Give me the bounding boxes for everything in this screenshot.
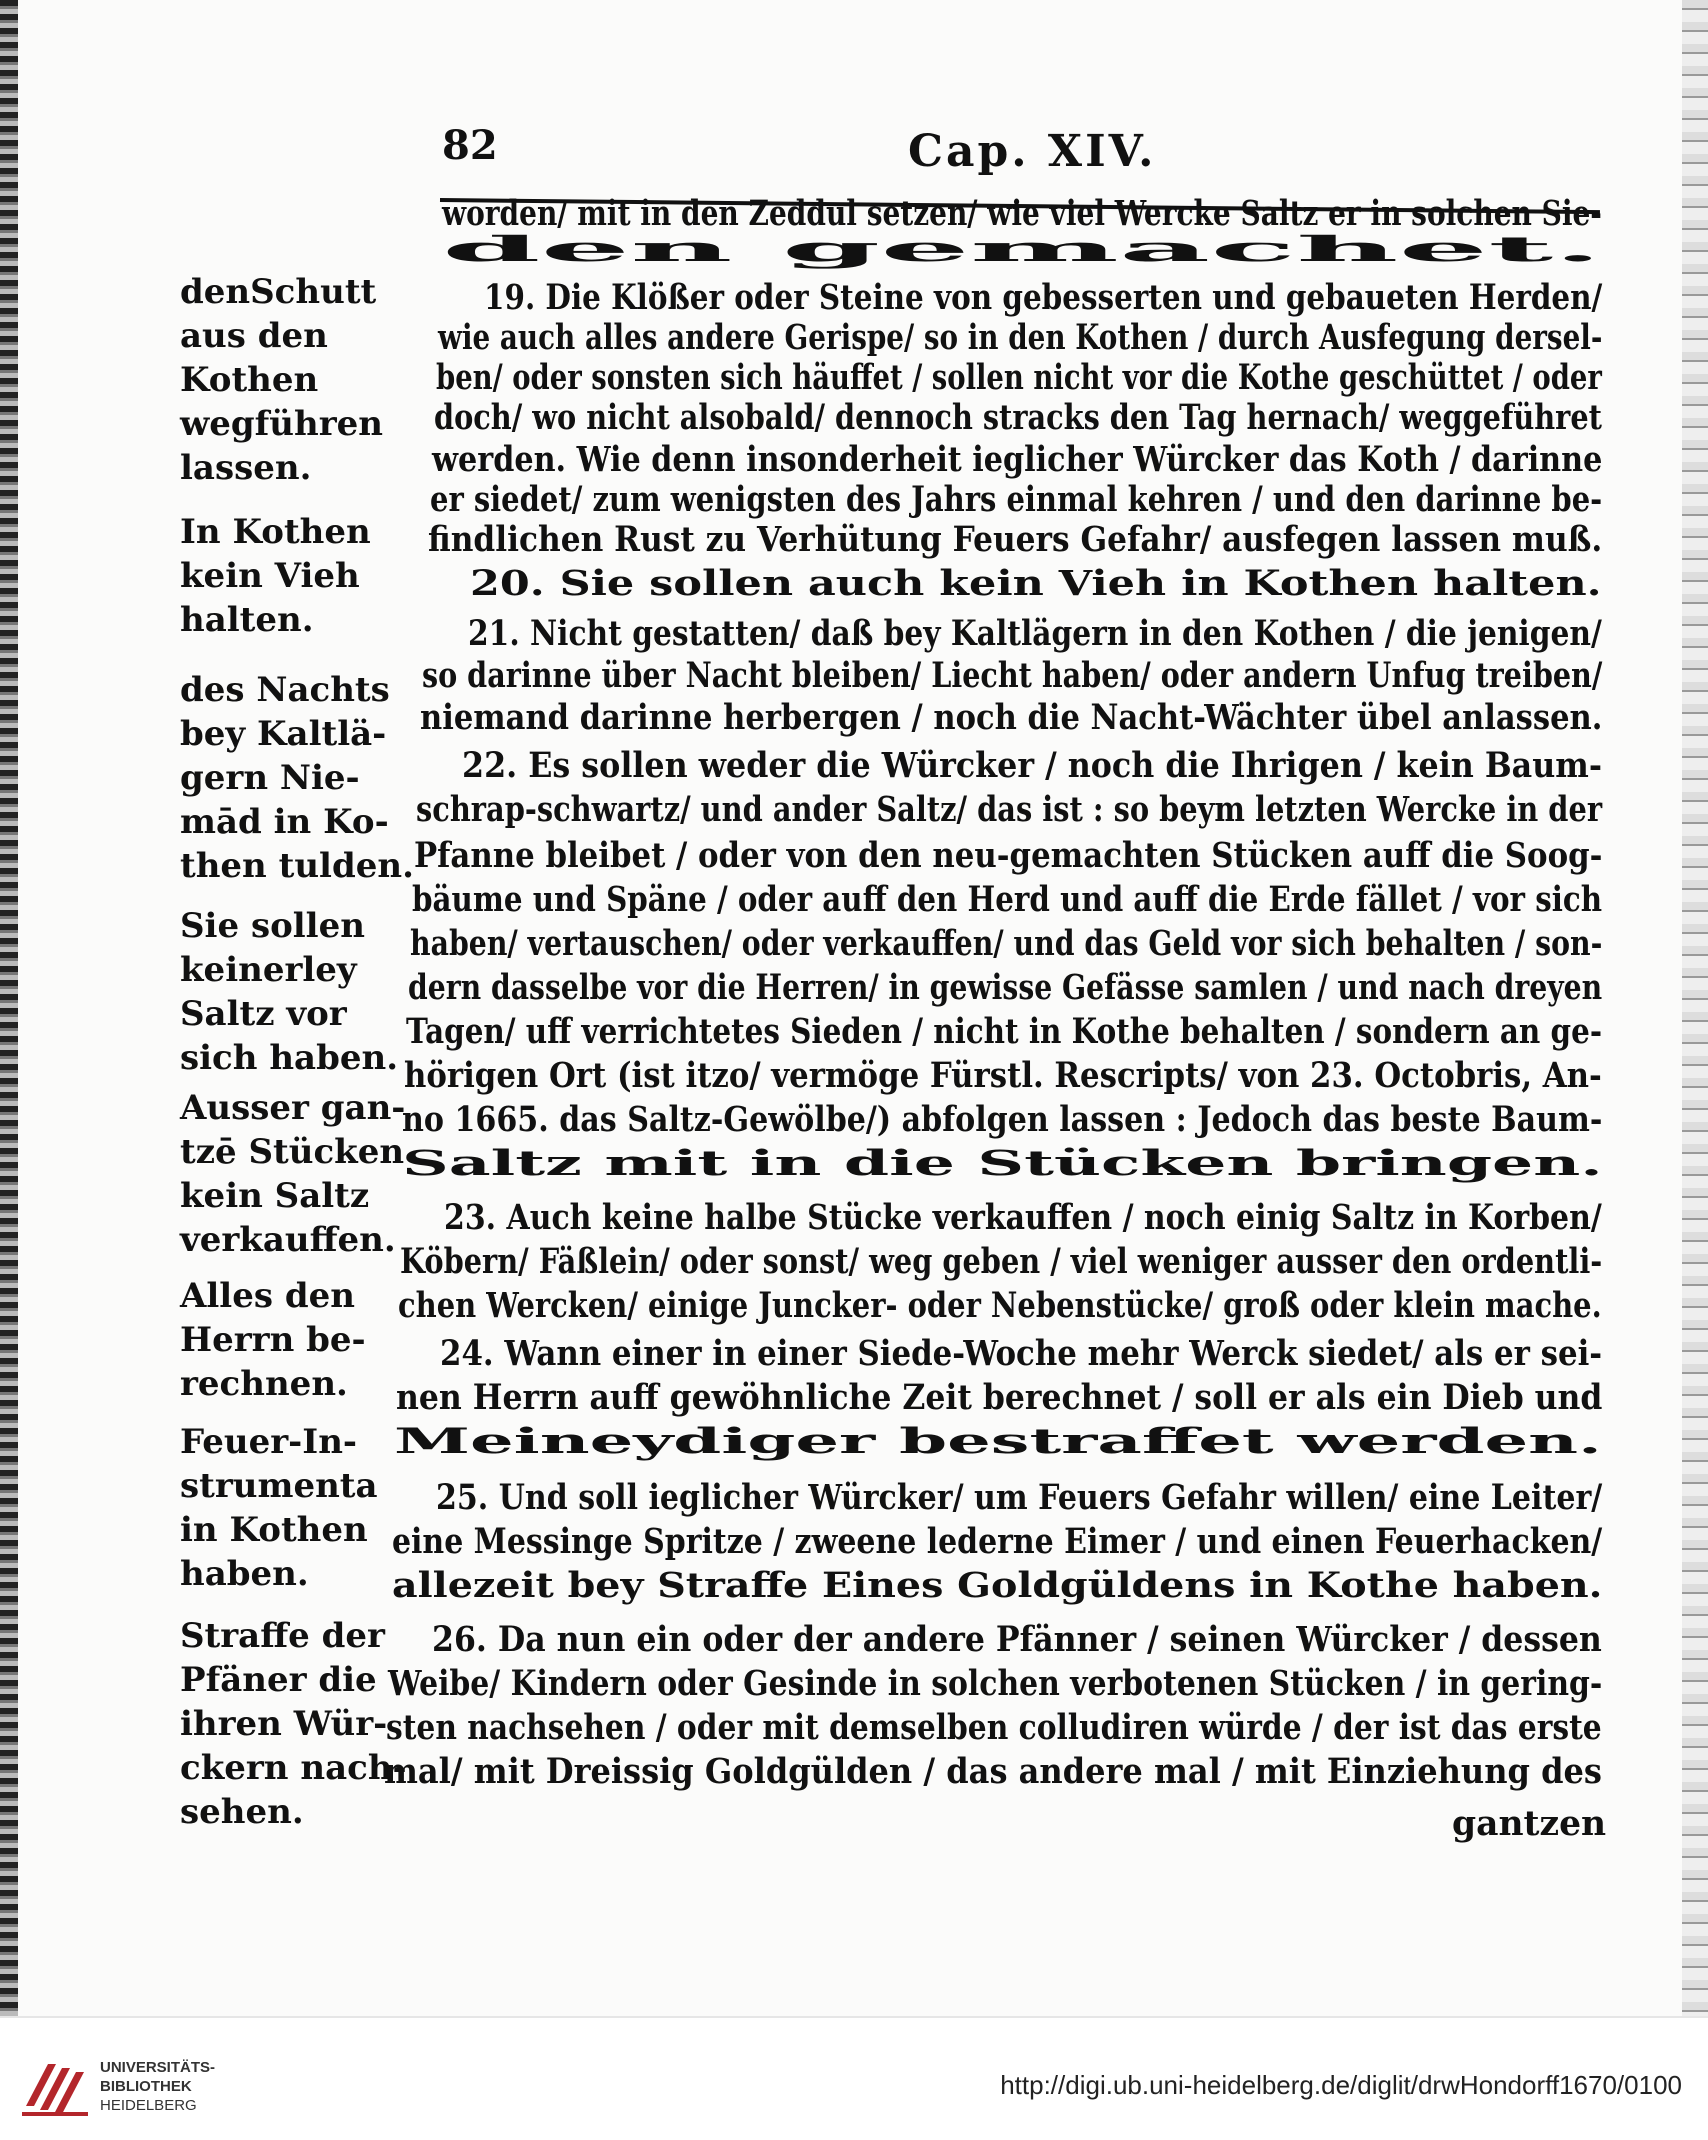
text-line: Weibe/ Kindern oder Gesinde in solchen verbotenen Stücken / in gering-	[388, 1664, 1603, 1704]
library-name-line: BIBLIOTHEK	[100, 2078, 192, 2095]
text-line: doch/ wo nicht alsobald/ dennoch stracks den Tag hernach/ weggeführet	[434, 398, 1602, 438]
text-line: worden/ mit in den Zeddul setzen/ wie viel Wercke Saltz er in solchen Sie-	[442, 194, 1602, 234]
library-name	[100, 2058, 215, 2115]
page-header	[438, 118, 1590, 194]
catchword: gantzen	[1452, 1804, 1607, 1844]
text-line: schrap-schwartz/ und ander Saltz/ das ist : so beym letzten Wercke in der	[416, 790, 1603, 830]
text-line: findlichen Rust zu Verhütung Feuers Gefahr/ ausfegen lassen muß.	[428, 520, 1603, 560]
text-line: eine Messinge Spritze / zweene lederne Eimer / und einen Feuerhacken/	[392, 1522, 1603, 1562]
text-line: hörigen Ort (ist itzo/ vermöge Fürstl. Rescripts/ von 23. Octobris, An-	[404, 1056, 1602, 1096]
margin-note: Alles den Herrn be- rechnen.	[180, 1276, 366, 1404]
text-line: 23. Auch keine halbe Stücke verkauffen / noch einig Saltz in Korben/	[444, 1198, 1602, 1238]
source-url[interactable]: http://digi.ub.uni-heidelberg.de/diglit/drwHondorff1670/0100	[1000, 2070, 1682, 2100]
text-line: werden. Wie denn insonderheit ieglicher Würcker das Koth / darinne	[432, 440, 1603, 480]
library-name-line: HEIDELBERG	[100, 2097, 197, 2114]
library-name-line: UNIVERSITÄTS-	[100, 2059, 216, 2076]
margin-note: denSchutt aus den Kothen wegführen lassen.	[180, 272, 384, 488]
text-line: mal/ mit Dreissig Goldgülden / das andere mal / mit Einziehung des	[384, 1752, 1602, 1792]
text-line: sten nachsehen / oder mit demselben colludiren würde / der ist das erste	[386, 1708, 1602, 1748]
text-line: 26. Da nun ein oder der andere Pfänner / seinen Würcker / dessen	[432, 1620, 1602, 1660]
text-line: niemand darinne herbergen / noch die Nacht-Wächter übel anlassen.	[420, 698, 1603, 738]
text-line: 25. Und soll ieglicher Würcker/ um Feuers Gefahr willen/ eine Leiter/	[436, 1478, 1603, 1518]
text-line: Saltz mit in die Stücken bringen.	[402, 1144, 1603, 1184]
text-line: Köbern/ Fäßlein/ oder sonst/ weg geben / viel weniger ausser den ordentli-	[400, 1242, 1603, 1282]
text-line: allezeit bey Straffe Eines Goldgüldens in Kothe haben.	[392, 1566, 1603, 1606]
text-line: 20. Sie sollen auch kein Vieh in Kothen halten.	[470, 564, 1602, 604]
page-edge-left	[0, 0, 18, 2016]
text-line: no 1665. das Saltz-Gewölbe/) abfolgen lassen : Jedoch das beste Baum-	[402, 1100, 1603, 1140]
margin-note: Sie sollen keinerley Saltz vor sich haben.	[180, 906, 399, 1078]
margin-note: Ausser gan- tzē Stücken kein Saltz verkauffen.	[180, 1088, 406, 1260]
text-line: haben/ vertauschen/ oder verkauffen/ und das Geld vor sich behalten / son-	[410, 924, 1603, 964]
text-line: so darinne über Nacht bleiben/ Liecht haben/ oder andern Unfug treiben/	[422, 656, 1603, 696]
text-line: Meineydiger bestraffet werden.	[394, 1422, 1602, 1462]
text-line: bäume und Späne / oder auff den Herd und auff die Erde fället / vor sich	[412, 880, 1603, 920]
margin-note: In Kothen kein Vieh halten.	[180, 512, 371, 640]
margin-note: Straffe der Pfäner die ihren Wür- ckern nach- sehen.	[180, 1616, 407, 1832]
running-head: Cap. XIV.	[908, 126, 1157, 177]
text-line: 21. Nicht gestatten/ daß bey Kaltlägern in den Kothen / die jenigen/	[468, 614, 1602, 654]
text-line: ben/ oder sonsten sich häuffet / sollen nicht vor die Kothe geschüttet / oder	[436, 358, 1602, 398]
text-line: 24. Wann einer in einer Siede-Woche mehr Werck siedet/ als er sei-	[440, 1334, 1603, 1374]
text-line: 19. Die Klößer oder Steine von gebesserten und gebaueten Herden/	[484, 278, 1603, 318]
library-logo-icon	[18, 2046, 94, 2122]
text-line: wie auch alles andere Gerispe/ so in den Kothen / durch Ausfegung dersel-	[438, 318, 1603, 358]
text-line: 22. Es sollen weder die Würcker / noch die Ihrigen / kein Baum-	[462, 746, 1603, 786]
text-line: nen Herrn auff gewöhnliche Zeit berechnet / soll er als ein Dieb und	[396, 1378, 1603, 1418]
text-line: den gemachet.	[442, 230, 1603, 270]
text-line: er siedet/ zum wenigsten des Jahrs einmal kehren / und den darinne be-	[430, 480, 1603, 520]
text-line: Tagen/ uff verrichtetes Sieden / nicht in Kothe behalten / sondern an ge-	[406, 1012, 1603, 1052]
text-line: Pfanne bleibet / oder von den neu-gemachten Stücken auff die Soog-	[414, 836, 1603, 876]
margin-note: Feuer-In- strumenta in Kothen haben.	[180, 1422, 378, 1594]
margin-note: des Nachts bey Kaltlä- gern Nie- mād in Ko- then tulden.	[180, 670, 414, 886]
page-number: 82	[442, 122, 498, 169]
footer-bar	[0, 2016, 1708, 2140]
text-line: chen Wercken/ einige Juncker- oder Nebenstücke/ groß oder klein mache.	[398, 1286, 1602, 1326]
page-edge-right	[1682, 0, 1708, 2016]
text-line: dern dasselbe vor die Herren/ in gewisse Gefässe samlen / und nach dreyen	[408, 968, 1603, 1008]
